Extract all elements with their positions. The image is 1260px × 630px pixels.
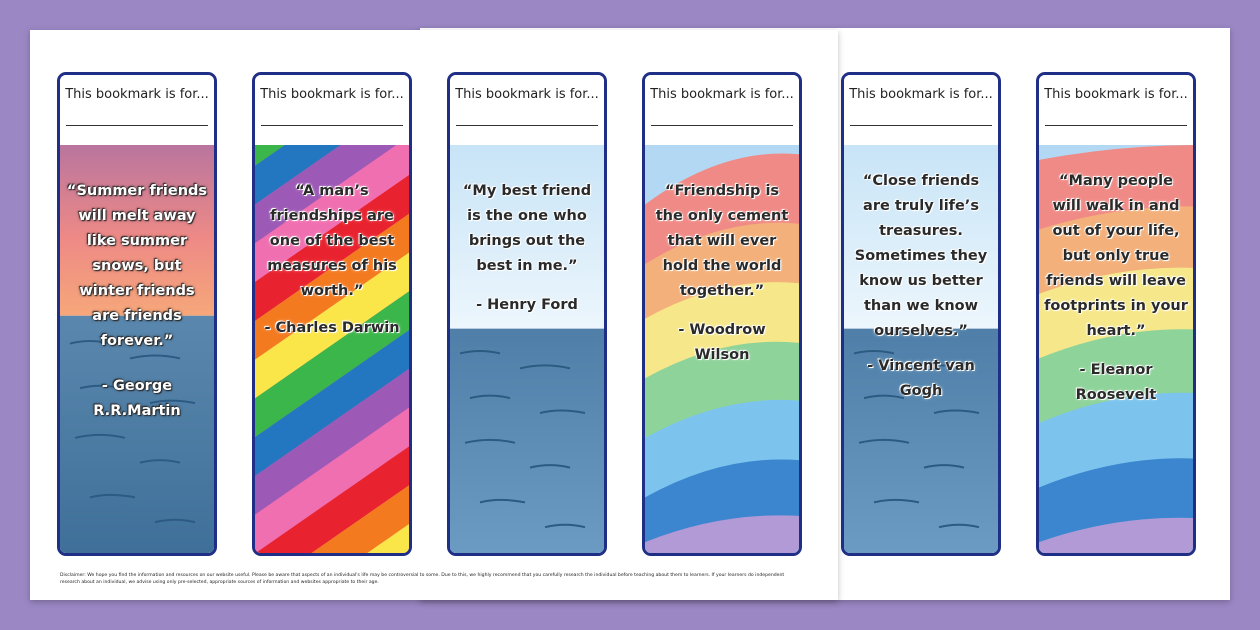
name-write-line [261, 125, 403, 126]
quote-block [64, 179, 210, 424]
quote-text: “Many people will walk in and out of your life, but only true friends will leave footprints in your heart.” [1044, 173, 1188, 339]
bookmark-header-label: This bookmark is for... [650, 87, 794, 102]
quote-author: - George R.R.Martin [93, 378, 181, 419]
quote-block [649, 179, 795, 368]
quote-author: - Vincent van Gogh [867, 358, 975, 399]
bookmark-header [450, 75, 604, 145]
quote-author: - Eleanor Roosevelt [1075, 362, 1157, 403]
quote-block [454, 179, 600, 318]
quote-author: - Henry Ford [476, 297, 578, 313]
bookmark-2 [252, 72, 412, 556]
bookmark-header-label: This bookmark is for... [455, 87, 599, 102]
quote-block [1043, 169, 1189, 408]
name-write-line [850, 125, 992, 126]
bookmark-header [255, 75, 409, 145]
bookmark-header [60, 75, 214, 145]
quote-text: “My best friend is the one who brings out the best in me.” [462, 183, 592, 274]
name-write-line [1045, 125, 1187, 126]
quote-author: - Charles Darwin [264, 320, 400, 336]
name-write-line [456, 125, 598, 126]
name-write-line [66, 125, 208, 126]
bookmark-3 [447, 72, 607, 556]
quote-text: “Summer friends will melt away like summer snows, but winter friends are friends forever.” [66, 183, 208, 349]
bookmark-header [1039, 75, 1193, 145]
bookmark-header [844, 75, 998, 145]
quote-text: “Close friends are truly life’s treasures. Sometimes they know us better than we know ourselves.” [854, 173, 988, 339]
disclaimer-text: Disclaimer: We hope you find the information and resources on our website useful. Please be aware that aspects of an individual's life may be controversial to some. Due to this, we highly recommend that you carefully research the individual before teaching about them to learners. If your learners do independent research about an individual, we advise using only pre-selected, appropriate sources of information and websites appropriate to their age. [60, 573, 785, 585]
bookmark-5 [841, 72, 1001, 556]
quote-text: “Friendship is the only cement that will ever hold the world together.” [655, 183, 789, 299]
bookmark-1 [57, 72, 217, 556]
bookmark-4 [642, 72, 802, 556]
bookmark-header-label: This bookmark is for... [65, 87, 209, 102]
bookmark-header-label: This bookmark is for... [849, 87, 993, 102]
quote-block [848, 169, 994, 404]
bookmark-header-label: This bookmark is for... [260, 87, 404, 102]
quote-author: - Woodrow Wilson [678, 322, 766, 363]
bookmark-header-label: This bookmark is for... [1044, 87, 1188, 102]
name-write-line [651, 125, 793, 126]
bookmark-6 [1036, 72, 1196, 556]
quote-block [259, 179, 405, 341]
bookmark-header [645, 75, 799, 145]
quote-text: “A man’s friendships are one of the best measures of his worth.” [267, 183, 397, 299]
